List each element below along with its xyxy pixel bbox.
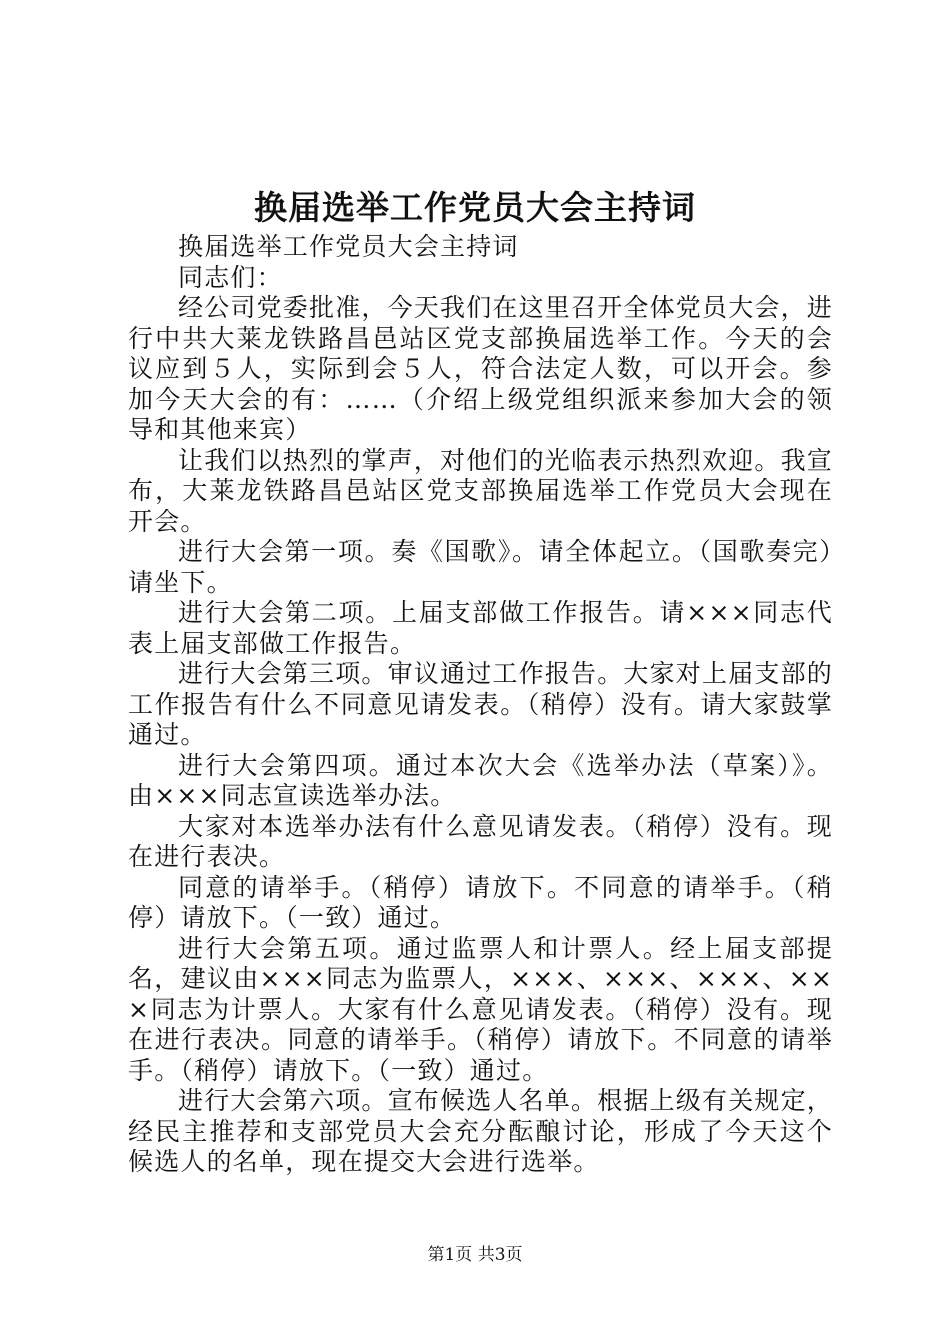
paragraph-item-4-discussion: 大家对本选举办法有什么意见请发表。（稍停）没有。现在进行表决。 xyxy=(128,811,833,871)
paragraph-item-3: 进行大会第三项。审议通过工作报告。大家对上届支部的工作报告有什么不同意见请发表。（稍停）没有。请大家鼓掌通过。 xyxy=(128,659,834,749)
paragraph-item-4-vote: 同意的请举手。（稍停）请放下。不同意的请举手。（稍停）请放下。（一致）通过。 xyxy=(128,872,833,932)
document-body xyxy=(128,232,833,1178)
paragraph-announcement: 让我们以热烈的掌声，对他们的光临表示热烈欢迎。我宣布，大莱龙铁路昌邑站区党支部换届选举工作党员大会现在开会。 xyxy=(128,445,834,536)
paragraph-item-2: 进行大会第二项。上届支部做工作报告。请×××同志代表上届支部做工作报告。 xyxy=(128,598,833,658)
paragraph-item-4: 进行大会第四项。通过本次大会《选举办法（草案）》。由×××同志宣读选举办法。 xyxy=(128,750,833,810)
paragraph-item-6: 进行大会第六项。宣布候选人名单。根据上级有关规定，经民主推荐和支部党员大会充分酝酿讨论，形成了今天这个候选人的名单，现在提交大会进行选举。 xyxy=(128,1086,834,1176)
paragraph-salutation: 同志们： xyxy=(178,262,283,292)
paragraph-opening: 经公司党委批准，今天我们在这里召开全体党员大会，进行中共大莱龙铁路昌邑站区党支部换届选举工作。今天的会议应到５人，实际到会５人，符合法定人数，可以开会。参加今天大会的有：……（介绍上级党组织派来参加大会的领导和其他来宾） xyxy=(128,293,834,444)
paragraph-item-1: 进行大会第一项。奏《国歌》。请全体起立。（国歌奏完）请坐下。 xyxy=(128,537,833,597)
page-number: 第1页 共3页 xyxy=(427,1245,523,1265)
paragraph-subtitle: 换届选举工作党员大会主持词 xyxy=(178,232,519,261)
document-title: 换届选举工作党员大会主持词 xyxy=(254,188,696,227)
paragraph-item-5: 进行大会第五项。通过监票人和计票人。经上届支部提名，建议由×××同志为监票人，×××、×××、×××、×××同志为计票人。大家有什么意见请发表。（稍停）没有。现在进行表决。同意的请举手。（稍停）请放下。不同意的请举手。（稍停）请放下。（一致）通过。 xyxy=(128,933,833,1085)
